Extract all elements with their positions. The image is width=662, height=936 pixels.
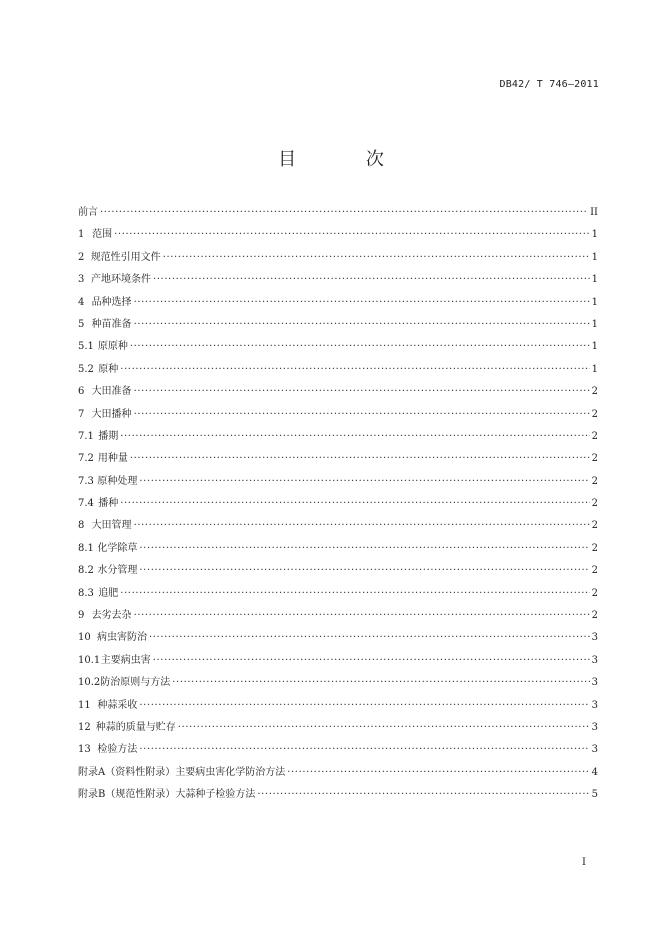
toc-leader-dots bbox=[134, 314, 590, 336]
toc-leader-dots bbox=[257, 784, 589, 806]
toc-entry-number: 8.3 bbox=[78, 587, 94, 599]
toc-entry-page: 1 bbox=[591, 318, 598, 330]
toc-entry-page: 1 bbox=[591, 341, 598, 353]
toc-entry-page: 2 bbox=[591, 386, 598, 398]
toc-entry-page: 2 bbox=[591, 498, 598, 510]
toc-entry-number: 8.2 bbox=[78, 565, 94, 577]
toc-entry-page: 3 bbox=[591, 721, 598, 733]
toc-entry-label: 去劣去杂 bbox=[91, 610, 132, 622]
toc-entry-label: 产地环境条件 bbox=[90, 274, 151, 286]
toc-leader-dots bbox=[287, 762, 589, 784]
toc-entry-number: 7.4 bbox=[78, 498, 94, 510]
toc-entry-page: 3 bbox=[591, 699, 598, 711]
toc-leader-dots bbox=[134, 605, 590, 627]
toc-entry[interactable] bbox=[78, 426, 598, 448]
toc-entry[interactable] bbox=[78, 784, 598, 806]
toc-entry-label: 种蒜的质量与贮存 bbox=[95, 721, 176, 733]
table-of-contents bbox=[78, 202, 598, 807]
toc-entry-number: 6 bbox=[78, 386, 85, 398]
toc-entry[interactable] bbox=[78, 202, 598, 224]
toc-leader-dots bbox=[130, 336, 590, 358]
toc-leader-dots bbox=[139, 471, 589, 493]
toc-entry[interactable] bbox=[78, 515, 598, 537]
toc-entry-label: 前言 bbox=[78, 207, 98, 218]
toc-entry-number: 1 bbox=[78, 229, 85, 241]
toc-entry-page: 5 bbox=[591, 789, 598, 801]
toc-entry-label: 用种量 bbox=[97, 453, 128, 465]
toc-entry-number: 7.1 bbox=[78, 430, 94, 442]
toc-entry[interactable] bbox=[78, 695, 598, 717]
toc-leader-dots bbox=[139, 695, 589, 717]
toc-entry-label: 种苗准备 bbox=[91, 318, 132, 330]
toc-entry-number: 11 bbox=[78, 699, 91, 711]
toc-leader-dots bbox=[134, 515, 590, 537]
toc-entry[interactable] bbox=[78, 762, 598, 784]
toc-leader-dots bbox=[100, 202, 588, 224]
toc-entry-number: 10.1 bbox=[78, 654, 101, 666]
toc-entry[interactable] bbox=[78, 650, 598, 672]
toc-entry-label: 原种处理 bbox=[97, 475, 138, 487]
toc-entry-label: 化学除草 bbox=[97, 542, 138, 554]
toc-entry-number: 5.1 bbox=[78, 341, 94, 353]
toc-entry-number: 7.3 bbox=[78, 475, 94, 487]
toc-entry-page: 4 bbox=[591, 766, 598, 778]
toc-entry[interactable] bbox=[78, 493, 598, 515]
toc-entry-label: 追肥 bbox=[98, 587, 119, 599]
toc-entry-number: 12 bbox=[78, 721, 91, 733]
toc-entry[interactable] bbox=[78, 717, 598, 739]
toc-leader-dots bbox=[114, 224, 589, 246]
toc-entry-page: 2 bbox=[591, 430, 598, 442]
toc-entry-page: 1 bbox=[591, 229, 598, 241]
toc-entry[interactable] bbox=[78, 224, 598, 246]
toc-leader-dots bbox=[139, 560, 589, 582]
toc-entry-page: 2 bbox=[591, 587, 598, 599]
toc-leader-dots bbox=[139, 538, 589, 560]
toc-leader-dots bbox=[153, 269, 590, 291]
toc-entry-number: 10.2 bbox=[78, 677, 101, 689]
toc-leader-dots bbox=[120, 493, 589, 515]
toc-entry[interactable] bbox=[78, 672, 598, 694]
toc-entry-page: 2 bbox=[591, 542, 598, 554]
document-code: DB42/ T 746—2011 bbox=[499, 79, 599, 90]
toc-entry-label: 附录B（规范性附录）大蒜种子检验方法 bbox=[78, 789, 256, 801]
toc-entry-label: 病虫害防治 bbox=[97, 632, 147, 644]
toc-leader-dots bbox=[172, 672, 589, 694]
toc-entry-label: 播期 bbox=[98, 430, 119, 442]
toc-entry-page: 2 bbox=[591, 520, 598, 532]
toc-entry-label: 检验方法 bbox=[97, 744, 138, 756]
toc-entry-label: 水分管理 bbox=[97, 565, 138, 577]
toc-entry[interactable] bbox=[78, 359, 598, 381]
toc-entry-label: 原种 bbox=[98, 363, 119, 375]
toc-leader-dots bbox=[149, 627, 590, 649]
toc-leader-dots bbox=[130, 448, 590, 470]
toc-entry-page: 1 bbox=[591, 274, 598, 286]
toc-entry-label: 品种选择 bbox=[91, 296, 132, 308]
toc-entry[interactable] bbox=[78, 269, 598, 291]
toc-entry[interactable] bbox=[78, 292, 598, 314]
toc-leader-dots bbox=[139, 739, 589, 761]
toc-title: 目 次 bbox=[278, 149, 416, 170]
toc-leader-dots bbox=[120, 583, 589, 605]
toc-entry-number: 8 bbox=[78, 520, 85, 532]
toc-entry-label: 附录A（资料性附录）主要病虫害化学防治方法 bbox=[78, 766, 286, 778]
toc-leader-dots bbox=[120, 359, 589, 381]
toc-entry[interactable] bbox=[78, 583, 598, 605]
toc-entry-number: 9 bbox=[78, 610, 85, 622]
toc-entry-page: 1 bbox=[591, 363, 598, 375]
toc-entry-page: 3 bbox=[591, 632, 598, 644]
toc-entry-number: 8.1 bbox=[78, 542, 94, 554]
toc-entry-label: 播种 bbox=[98, 498, 119, 510]
toc-entry[interactable] bbox=[78, 247, 598, 269]
toc-entry-page: 3 bbox=[591, 744, 598, 756]
toc-entry-page: 1 bbox=[591, 296, 598, 308]
toc-leader-dots bbox=[134, 381, 590, 403]
toc-entry-number: 4 bbox=[78, 296, 85, 308]
toc-entry[interactable] bbox=[78, 404, 598, 426]
toc-entry-label: 主要病虫害 bbox=[100, 654, 151, 666]
toc-entry-page: 2 bbox=[591, 475, 598, 487]
toc-entry-number: 7.2 bbox=[78, 453, 94, 465]
toc-entry-label: 种蒜采收 bbox=[97, 699, 138, 711]
toc-entry-label: 原原种 bbox=[97, 341, 128, 353]
toc-leader-dots bbox=[134, 292, 590, 314]
toc-entry-number: 3 bbox=[78, 274, 85, 286]
toc-entry-number: 13 bbox=[78, 744, 91, 756]
toc-entry-number: 7 bbox=[78, 408, 85, 420]
toc-entry-number: 2 bbox=[78, 251, 85, 263]
toc-entry[interactable] bbox=[78, 448, 598, 470]
toc-entry-label: 规范性引用文件 bbox=[90, 251, 161, 263]
toc-entry[interactable] bbox=[78, 314, 598, 336]
toc-entry[interactable] bbox=[78, 739, 598, 761]
footer-page-number: I bbox=[582, 857, 586, 868]
toc-entry-label: 范围 bbox=[92, 229, 113, 241]
toc-leader-dots bbox=[178, 717, 590, 739]
toc-entry-page: 3 bbox=[591, 677, 598, 689]
toc-entry-number: 5 bbox=[78, 318, 85, 330]
toc-leader-dots bbox=[120, 426, 589, 448]
toc-entry-number: 5.2 bbox=[78, 363, 94, 375]
toc-entry[interactable] bbox=[78, 381, 598, 403]
toc-entry[interactable] bbox=[78, 560, 598, 582]
toc-entry[interactable] bbox=[78, 471, 598, 493]
toc-entry[interactable] bbox=[78, 538, 598, 560]
toc-entry-number: 10 bbox=[78, 632, 91, 644]
toc-entry-label: 大田管理 bbox=[91, 520, 132, 532]
toc-entry-label: 防治原则与方法 bbox=[100, 677, 171, 689]
toc-entry[interactable] bbox=[78, 627, 598, 649]
toc-entry-page: 2 bbox=[591, 408, 598, 420]
toc-leader-dots bbox=[134, 404, 590, 426]
toc-entry[interactable] bbox=[78, 336, 598, 358]
toc-entry-page: II bbox=[590, 207, 598, 218]
toc-leader-dots bbox=[153, 650, 590, 672]
toc-entry-page: 1 bbox=[591, 251, 598, 263]
toc-entry-page: 2 bbox=[591, 610, 598, 622]
toc-entry[interactable] bbox=[78, 605, 598, 627]
toc-entry-page: 3 bbox=[591, 654, 598, 666]
toc-entry-page: 2 bbox=[591, 565, 598, 577]
toc-entry-label: 大田播种 bbox=[91, 408, 132, 420]
toc-leader-dots bbox=[163, 247, 590, 269]
toc-entry-label: 大田准备 bbox=[91, 386, 132, 398]
toc-entry-page: 2 bbox=[591, 453, 598, 465]
